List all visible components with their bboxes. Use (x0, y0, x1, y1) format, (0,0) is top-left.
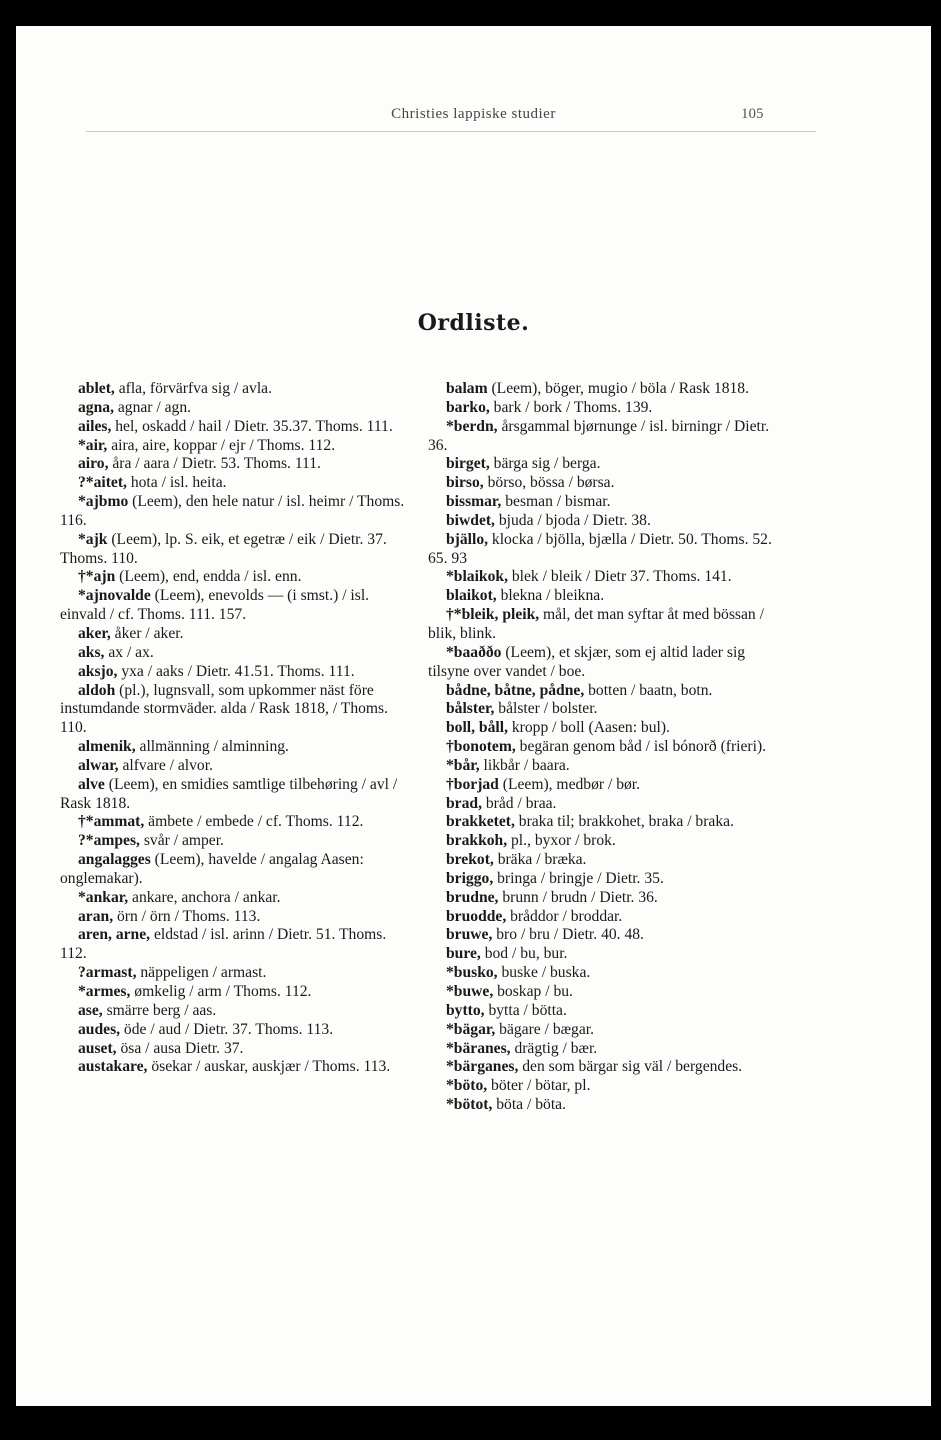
entry-definition: buske / buska. (497, 964, 591, 982)
entry-headword: ailes, (78, 417, 112, 435)
dictionary-entry (60, 682, 408, 739)
entry-headword: *böto, (446, 1077, 488, 1095)
dictionary-entry (428, 908, 776, 927)
entry-definition: kropp / boll (Aasen: bul). (507, 719, 670, 737)
entry-definition: likbår / baara. (479, 756, 570, 774)
entry-definition: (Leem), en smidies samtlige tilbehøring / avl / Rask 1818. (60, 775, 398, 812)
entry-headword: *blaikok, (446, 568, 508, 586)
dictionary-entry (428, 644, 776, 682)
entry-definition: böter / bötar, pl. (487, 1077, 591, 1095)
dictionary-entry (428, 587, 776, 606)
entry-headword: balam (446, 380, 488, 397)
entry-definition: (Leem), havelde / angalag Aasen: onglemakar). (60, 851, 364, 887)
dictionary-entry (428, 926, 776, 945)
entry-headword: angalagges (78, 851, 151, 869)
dictionary-entry (60, 587, 408, 625)
right-column (428, 380, 776, 1115)
dictionary-entry (428, 1021, 776, 1040)
entry-definition: aira, aire, koppar / ejr / Thoms. 112. (107, 436, 336, 454)
entry-headword: brudne, (446, 888, 499, 906)
dictionary-entry (428, 983, 776, 1002)
entry-definition: ösekar / auskar, auskjær / Thoms. 113. (147, 1058, 391, 1076)
dictionary-entry (428, 700, 776, 719)
entry-definition: den som bärgar sig väl / bergendes. (518, 1058, 743, 1076)
entry-headword: *berdn, (446, 417, 498, 435)
entry-headword: brekot, (446, 851, 494, 869)
dictionary-entry (428, 945, 776, 964)
dictionary-entry (428, 851, 776, 870)
entry-headword: *bår, (446, 756, 480, 774)
entry-headword: *armes, (78, 983, 131, 1000)
dictionary-entry (60, 418, 408, 437)
entry-headword: bruwe, (446, 926, 493, 944)
entry-headword: birget, (446, 455, 490, 473)
dictionary-entry (428, 1058, 776, 1077)
dictionary-entry (60, 889, 408, 908)
dictionary-entry (60, 1058, 408, 1077)
dictionary-entry (428, 455, 776, 474)
entry-headword: *busko, (446, 964, 498, 982)
entry-headword: †borjad (446, 775, 499, 793)
dictionary-entry (60, 493, 408, 531)
running-title: Christies lappiske studier (391, 106, 556, 122)
entry-headword: bålster, (446, 700, 495, 718)
entry-definition: bråddor / broddar. (506, 907, 623, 925)
entry-headword: boll, båll, (446, 719, 508, 737)
book-page (16, 26, 931, 1406)
entry-definition: bålster / bolster. (494, 700, 598, 718)
dictionary-entry (60, 908, 408, 927)
entry-headword: bissmar, (446, 493, 502, 511)
entry-headword: *baaððo (446, 643, 502, 661)
entry-headword: ?armast, (78, 964, 137, 982)
entry-definition: bägare / bægar. (495, 1020, 594, 1038)
entry-definition: drägtig / bær. (510, 1039, 598, 1057)
entry-definition: öde / aud / Dietr. 37. Thoms. 113. (120, 1020, 334, 1038)
dictionary-entry (428, 757, 776, 776)
entry-definition: ømkelig / arm / Thoms. 112. (130, 983, 312, 1000)
entry-definition: yxa / aaks / Dietr. 41.51. Thoms. 111. (117, 662, 355, 680)
entry-definition: svår / amper. (139, 832, 224, 850)
entry-headword: aker, (78, 624, 111, 642)
entry-headword: *ankar, (78, 888, 129, 906)
entry-definition: (Leem), böger, mugio / böla / Rask 1818. (487, 380, 749, 397)
entry-definition: begäran genom båd / isl bónorð (frieri). (515, 738, 767, 756)
entry-definition: bärga sig / berga. (489, 455, 601, 473)
entry-headword: bytto, (446, 1001, 485, 1019)
entry-headword: †*bleik, pleik, (446, 606, 540, 624)
entry-definition: (Leem), et skjær, som ej altid lader sig tilsyne over vandet / boe. (428, 643, 746, 680)
dictionary-entry (428, 568, 776, 587)
entry-headword: aks, (78, 643, 105, 661)
entry-definition: årsgammal bjørnunge / isl. birningr / Dietr. 36. (428, 417, 770, 454)
entry-definition: (Leem), enevolds — (i smst.) / isl. einvald / cf. Thoms. 111. 157. (60, 587, 370, 624)
entry-headword: aren, arne, (78, 926, 151, 944)
entry-headword: *ajnovalde (78, 587, 151, 605)
entry-headword: austakare, (78, 1058, 148, 1076)
entry-headword: bure, (446, 945, 481, 963)
entry-definition: bjuda / bjoda / Dietr. 38. (494, 511, 651, 529)
entry-definition: ax / ax. (104, 643, 154, 661)
dictionary-entry (428, 889, 776, 908)
entry-definition: börso, bössa / børsa. (483, 474, 615, 492)
dictionary-entry (428, 531, 776, 569)
entry-definition: besman / bismar. (501, 493, 611, 511)
entry-headword: airo, (78, 455, 109, 473)
entry-definition: bod / bu, bur. (480, 945, 568, 963)
dictionary-entry (60, 1040, 408, 1059)
dictionary-entry (428, 832, 776, 851)
dictionary-entry (60, 625, 408, 644)
entry-definition: örn / örn / Thoms. 113. (113, 907, 261, 925)
entry-definition: bräka / bræka. (493, 851, 587, 869)
entry-headword: barko, (446, 398, 490, 416)
dictionary-entry (60, 926, 408, 964)
entry-headword: birso, (446, 474, 484, 492)
dictionary-entry (60, 964, 408, 983)
dictionary-entry (60, 776, 408, 814)
entry-headword: aran, (78, 907, 114, 925)
page-number: 105 (741, 106, 764, 122)
dictionary-entry (428, 418, 776, 456)
entry-definition: åker / aker. (110, 624, 184, 642)
entry-headword: ?*ampes, (78, 832, 140, 850)
dictionary-entry (60, 757, 408, 776)
entry-definition: (Leem), lp. S. eik, et egetræ / eik / Dietr. 37. Thoms. 110. (60, 530, 387, 567)
dictionary-entry (60, 813, 408, 832)
entry-headword: agna, (78, 398, 114, 416)
entry-definition: hota / isl. heita. (126, 474, 227, 492)
dictionary-entry (60, 437, 408, 456)
entry-headword: alve (78, 775, 105, 793)
entry-definition: bro / bru / Dietr. 40. 48. (492, 926, 644, 944)
entry-headword: *buwe, (446, 983, 494, 1000)
entry-headword: briggo, (446, 869, 494, 887)
entry-headword: *ajbmo (78, 493, 129, 511)
entry-headword: †*ammat, (78, 813, 145, 831)
entry-definition: (Leem), den hele natur / isl. heimr / Thoms. 116. (60, 493, 405, 529)
entry-headword: biwdet, (446, 511, 495, 529)
entry-headword: brakkoh, (446, 832, 508, 850)
entry-headword: †bonotem, (446, 738, 516, 756)
entry-definition: pl., byxor / brok. (507, 832, 616, 850)
dictionary-entry (428, 1040, 776, 1059)
entry-headword: aldoh (78, 681, 116, 699)
entry-headword: *air, (78, 436, 108, 454)
entry-definition: blekna / bleikna. (496, 587, 605, 605)
dictionary-entry (428, 380, 776, 399)
entry-definition: botten / baatn, botn. (584, 681, 713, 699)
dictionary-entry (428, 1002, 776, 1021)
dictionary-entry (60, 474, 408, 493)
entry-definition: (pl.), lugnsvall, som upkommer näst före instumdande stormväder. alda / Rask 1818, / Thoms. 110. (60, 681, 389, 737)
dictionary-entry (60, 644, 408, 663)
dictionary-entry (428, 682, 776, 701)
entry-definition: allmänning / alminning. (135, 738, 289, 756)
dictionary-entry (60, 399, 408, 418)
entry-definition: klocka / bjölla, bjælla / Dietr. 50. Thoms. 52. 65. 93 (428, 530, 772, 567)
entry-headword: auset, (78, 1039, 117, 1057)
entry-definition: brunn / brudn / Dietr. 36. (498, 888, 658, 906)
entry-definition: eldstad / isl. arinn / Dietr. 51. Thoms. 112. (60, 926, 387, 963)
dictionary-entry (60, 1002, 408, 1021)
entry-definition: näppeligen / armast. (136, 964, 267, 982)
page-title: Ordliste. (417, 310, 530, 336)
entry-definition: (Leem), medbør / bør. (498, 775, 641, 793)
entry-definition: smärre berg / aas. (102, 1001, 217, 1019)
entry-definition: ämbete / embede / cf. Thoms. 112. (144, 813, 364, 831)
dictionary-entry (428, 719, 776, 738)
dictionary-entry (60, 380, 408, 399)
entry-headword: bådne, båtne, pådne, (446, 681, 585, 699)
dictionary-entry (428, 1077, 776, 1096)
entry-definition: böta / böta. (492, 1096, 566, 1114)
dictionary-entry (428, 776, 776, 795)
dictionary-entry (60, 568, 408, 587)
entry-headword: bruodde, (446, 907, 507, 925)
entry-headword: ase, (78, 1001, 103, 1019)
dictionary-entry (60, 832, 408, 851)
dictionary-entry (60, 983, 408, 1002)
dictionary-entry (428, 964, 776, 983)
entry-definition: boskap / bu. (493, 983, 573, 1000)
dictionary-entry (60, 738, 408, 757)
dictionary-entry (60, 663, 408, 682)
entry-definition: afla, förvärfva sig / avla. (114, 380, 272, 397)
dictionary-entry (428, 795, 776, 814)
entry-definition: mål, det man syftar åt med bössan / blik, blink. (428, 606, 764, 642)
dictionary-entry (428, 399, 776, 418)
dictionary-entry (428, 738, 776, 757)
entry-definition: bringa / bringje / Dietr. 35. (493, 869, 664, 887)
entry-headword: *bägar, (446, 1020, 496, 1038)
entry-headword: ?*aitet, (78, 474, 127, 492)
entry-definition: hel, oskadd / hail / Dietr. 35.37. Thoms. 111. (111, 417, 393, 435)
dictionary-entry (428, 512, 776, 531)
dictionary-entry (60, 531, 408, 569)
entry-headword: brakketet, (446, 813, 515, 831)
dictionary-entry (428, 813, 776, 832)
entry-headword: *bötot, (446, 1096, 493, 1114)
entry-headword: bjällo, (446, 530, 489, 548)
dictionary-entry (428, 870, 776, 889)
entry-headword: ablet, (78, 380, 115, 397)
dictionary-entry (60, 851, 408, 889)
header-rule (86, 131, 816, 132)
entry-definition: braka til; brakkohet, braka / braka. (514, 813, 734, 831)
entry-definition: alfvare / alvor. (118, 756, 213, 774)
dictionary-entry (428, 493, 776, 512)
entry-headword: blaikot, (446, 587, 497, 605)
dictionary-entry (428, 1096, 776, 1115)
entry-definition: bark / bork / Thoms. 139. (489, 398, 653, 416)
left-column (60, 380, 408, 1077)
entry-headword: alwar, (78, 756, 119, 774)
entry-definition: ankare, anchora / ankar. (128, 888, 281, 906)
dictionary-entry (60, 455, 408, 474)
entry-definition: bråd / braa. (481, 794, 557, 812)
entry-headword: *bärganes, (446, 1058, 519, 1076)
entry-definition: (Leem), end, endda / isl. enn. (115, 568, 302, 586)
entry-headword: audes, (78, 1020, 121, 1038)
dictionary-entry (60, 1021, 408, 1040)
entry-headword: almenik, (78, 738, 136, 756)
entry-headword: aksjo, (78, 662, 118, 680)
entry-definition: blek / bleik / Dietr 37. Thoms. 141. (507, 568, 732, 586)
entry-headword: †*ajn (78, 568, 116, 586)
dictionary-entry (428, 606, 776, 644)
dictionary-entry (428, 474, 776, 493)
entry-headword: *bäranes, (446, 1039, 511, 1057)
entry-headword: brad, (446, 794, 482, 812)
entry-definition: agnar / agn. (113, 398, 192, 416)
entry-definition: ösa / ausa Dietr. 37. (116, 1039, 244, 1057)
entry-definition: åra / aara / Dietr. 53. Thoms. 111. (108, 455, 321, 473)
entry-definition: bytta / bötta. (484, 1001, 567, 1019)
entry-headword: *ajk (78, 530, 108, 548)
